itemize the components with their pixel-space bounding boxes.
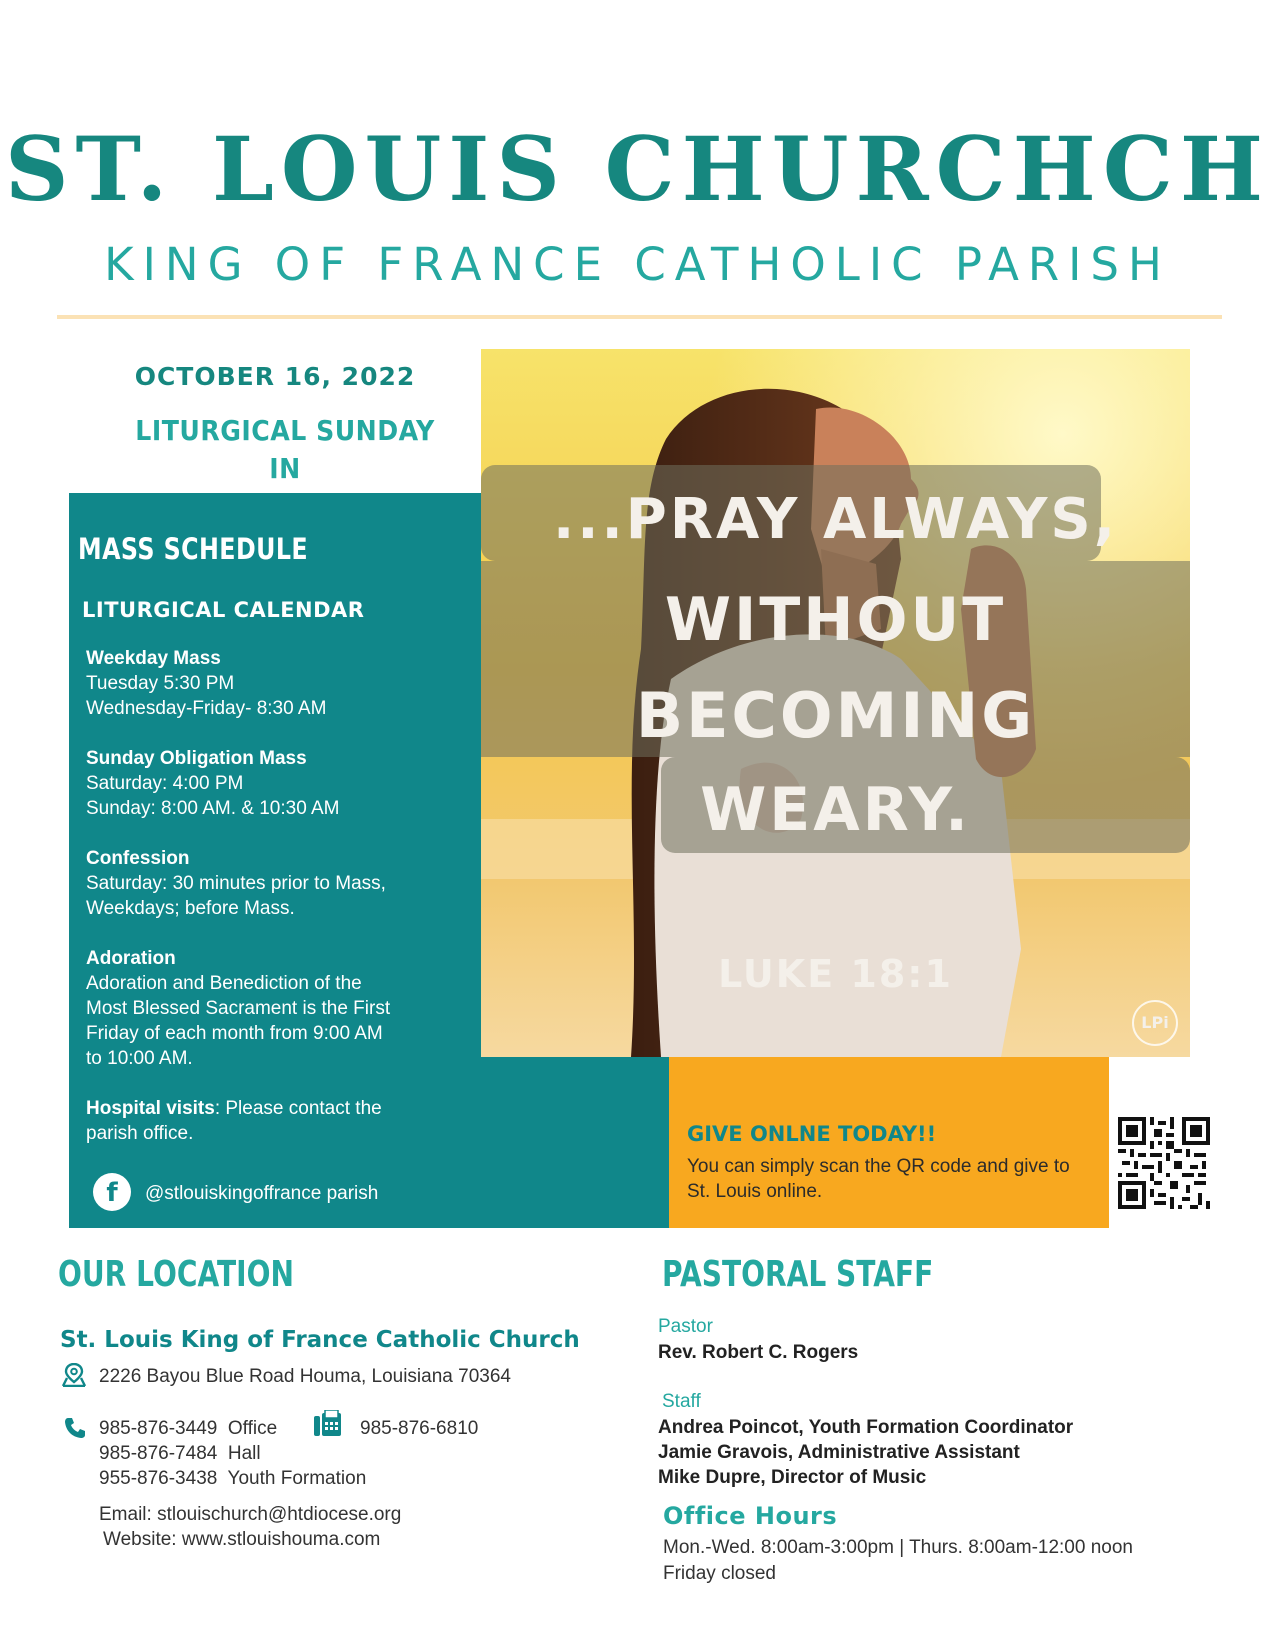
staff-member: Andrea Poincot, Youth Formation Coordinator — [658, 1417, 1074, 1438]
weekday-mass-heading: Weekday Mass — [86, 648, 221, 669]
verse-line-3: BECOMING — [635, 679, 1036, 752]
staff-member: Jamie Gravois, Administrative Assistant — [658, 1442, 1020, 1463]
weekday-mass-line: Wednesday-Friday- 8:30 AM — [86, 698, 327, 719]
staff-list — [658, 1415, 1073, 1490]
weekday-mass-line: Tuesday 5:30 PM — [86, 673, 235, 694]
lpi-logo-icon: LPi — [1141, 1013, 1169, 1032]
hall-phone: 985-876-7484 — [99, 1443, 218, 1464]
office-phone: 985-876-3449 — [99, 1418, 218, 1439]
sunday-mass-line: Saturday: 4:00 PM — [86, 773, 244, 794]
hall-phone-label: Hall — [227, 1443, 261, 1464]
parish-subtitle: KING OF FRANCE CATHOLIC PARISH — [104, 238, 1171, 291]
header-divider — [57, 315, 1222, 319]
adoration-line: to 10:00 AM. — [86, 1048, 193, 1069]
give-online-text — [687, 1154, 1097, 1204]
qr-code-icon[interactable] — [1118, 1117, 1210, 1209]
liturgical-line-1: LITURGICAL SUNDAY IN — [135, 414, 435, 485]
sunday-mass-line: Sunday: 8:00 AM. & 10:30 AM — [86, 798, 340, 819]
office-hours-line: Friday closed — [663, 1563, 776, 1584]
sunday-mass-block — [86, 746, 436, 821]
verse-line-2: WITHOUT — [664, 585, 1007, 655]
hospital-visits-text: parish office. — [86, 1123, 194, 1144]
adoration-line: Adoration and Benediction of the — [86, 973, 362, 994]
parish-email[interactable]: Email: stlouischurch@htdiocese.org — [99, 1504, 402, 1525]
youth-phone: 955-876-3438 — [99, 1468, 218, 1489]
church-address: 2226 Bayou Blue Road Houma, Louisiana 70364 — [99, 1366, 511, 1387]
verse-line-1: ...PRAY ALWAYS, — [552, 487, 1119, 552]
facebook-icon[interactable]: f — [93, 1173, 131, 1211]
confession-block — [86, 846, 466, 921]
confession-line: Weekdays; before Mass. — [86, 898, 295, 919]
parish-title: ST. LOUIS CHURCHCH — [4, 117, 1270, 221]
pastoral-staff-heading: PASTORAL STAFF — [662, 1254, 934, 1295]
confession-line: Saturday: 30 minutes prior to Mass, — [86, 873, 386, 894]
give-online-line: St. Louis online. — [687, 1181, 823, 1202]
adoration-line: Most Blessed Sacrament is the First — [86, 998, 391, 1019]
office-hours-heading: Office Hours — [663, 1502, 838, 1530]
staff-label: Staff — [662, 1391, 701, 1412]
hospital-visits-block — [86, 1096, 466, 1146]
adoration-block — [86, 946, 466, 1071]
office-hours — [663, 1535, 1223, 1587]
confession-heading: Confession — [86, 848, 190, 869]
fax-icon — [313, 1410, 343, 1438]
office-phone-label: Office — [227, 1418, 278, 1439]
office-hours-line: Mon.-Wed. 8:00am-3:00pm | Thurs. 8:00am-12:00 noon — [663, 1537, 1133, 1558]
give-online-line: You can simply scan the QR code and give to — [687, 1156, 1070, 1177]
parish-website[interactable]: Website: www.stlouishouma.com — [103, 1529, 381, 1550]
sunday-mass-heading: Sunday Obligation Mass — [86, 748, 307, 769]
verse-line-4: WEARY. — [700, 775, 971, 845]
location-heading: OUR LOCATION — [58, 1254, 294, 1295]
fax-number: 985-876-6810 — [360, 1418, 479, 1439]
phone-icon — [63, 1416, 87, 1440]
give-online-heading: GIVE ONLNE TODAY!! — [687, 1122, 937, 1146]
liturgical-calendar-heading: LITURGICAL CALENDAR — [82, 598, 365, 622]
verse-reference: LUKE 18:1 — [718, 952, 953, 996]
bulletin-date: OCTOBER 16, 2022 — [134, 362, 416, 391]
staff-member: Mike Dupre, Director of Music — [658, 1467, 927, 1488]
hospital-visits-heading: Hospital visits — [86, 1098, 215, 1119]
youth-phone-label: Youth Formation — [227, 1468, 367, 1489]
pastor-name: Rev. Robert C. Rogers — [658, 1342, 859, 1363]
prayer-image — [481, 349, 1190, 1057]
map-pin-icon — [60, 1363, 88, 1387]
weekday-mass-block — [86, 646, 436, 721]
hospital-visits-text: : Please contact the — [214, 1098, 382, 1119]
facebook-handle[interactable]: @stlouiskingoffrance parish — [145, 1183, 379, 1204]
adoration-heading: Adoration — [86, 948, 176, 969]
pastor-label: Pastor — [658, 1316, 713, 1337]
adoration-line: Friday of each month from 9:00 AM — [86, 1023, 383, 1044]
mass-schedule-heading: MASS SCHEDULE — [78, 532, 309, 566]
church-name: St. Louis King of France Catholic Church — [60, 1327, 580, 1353]
